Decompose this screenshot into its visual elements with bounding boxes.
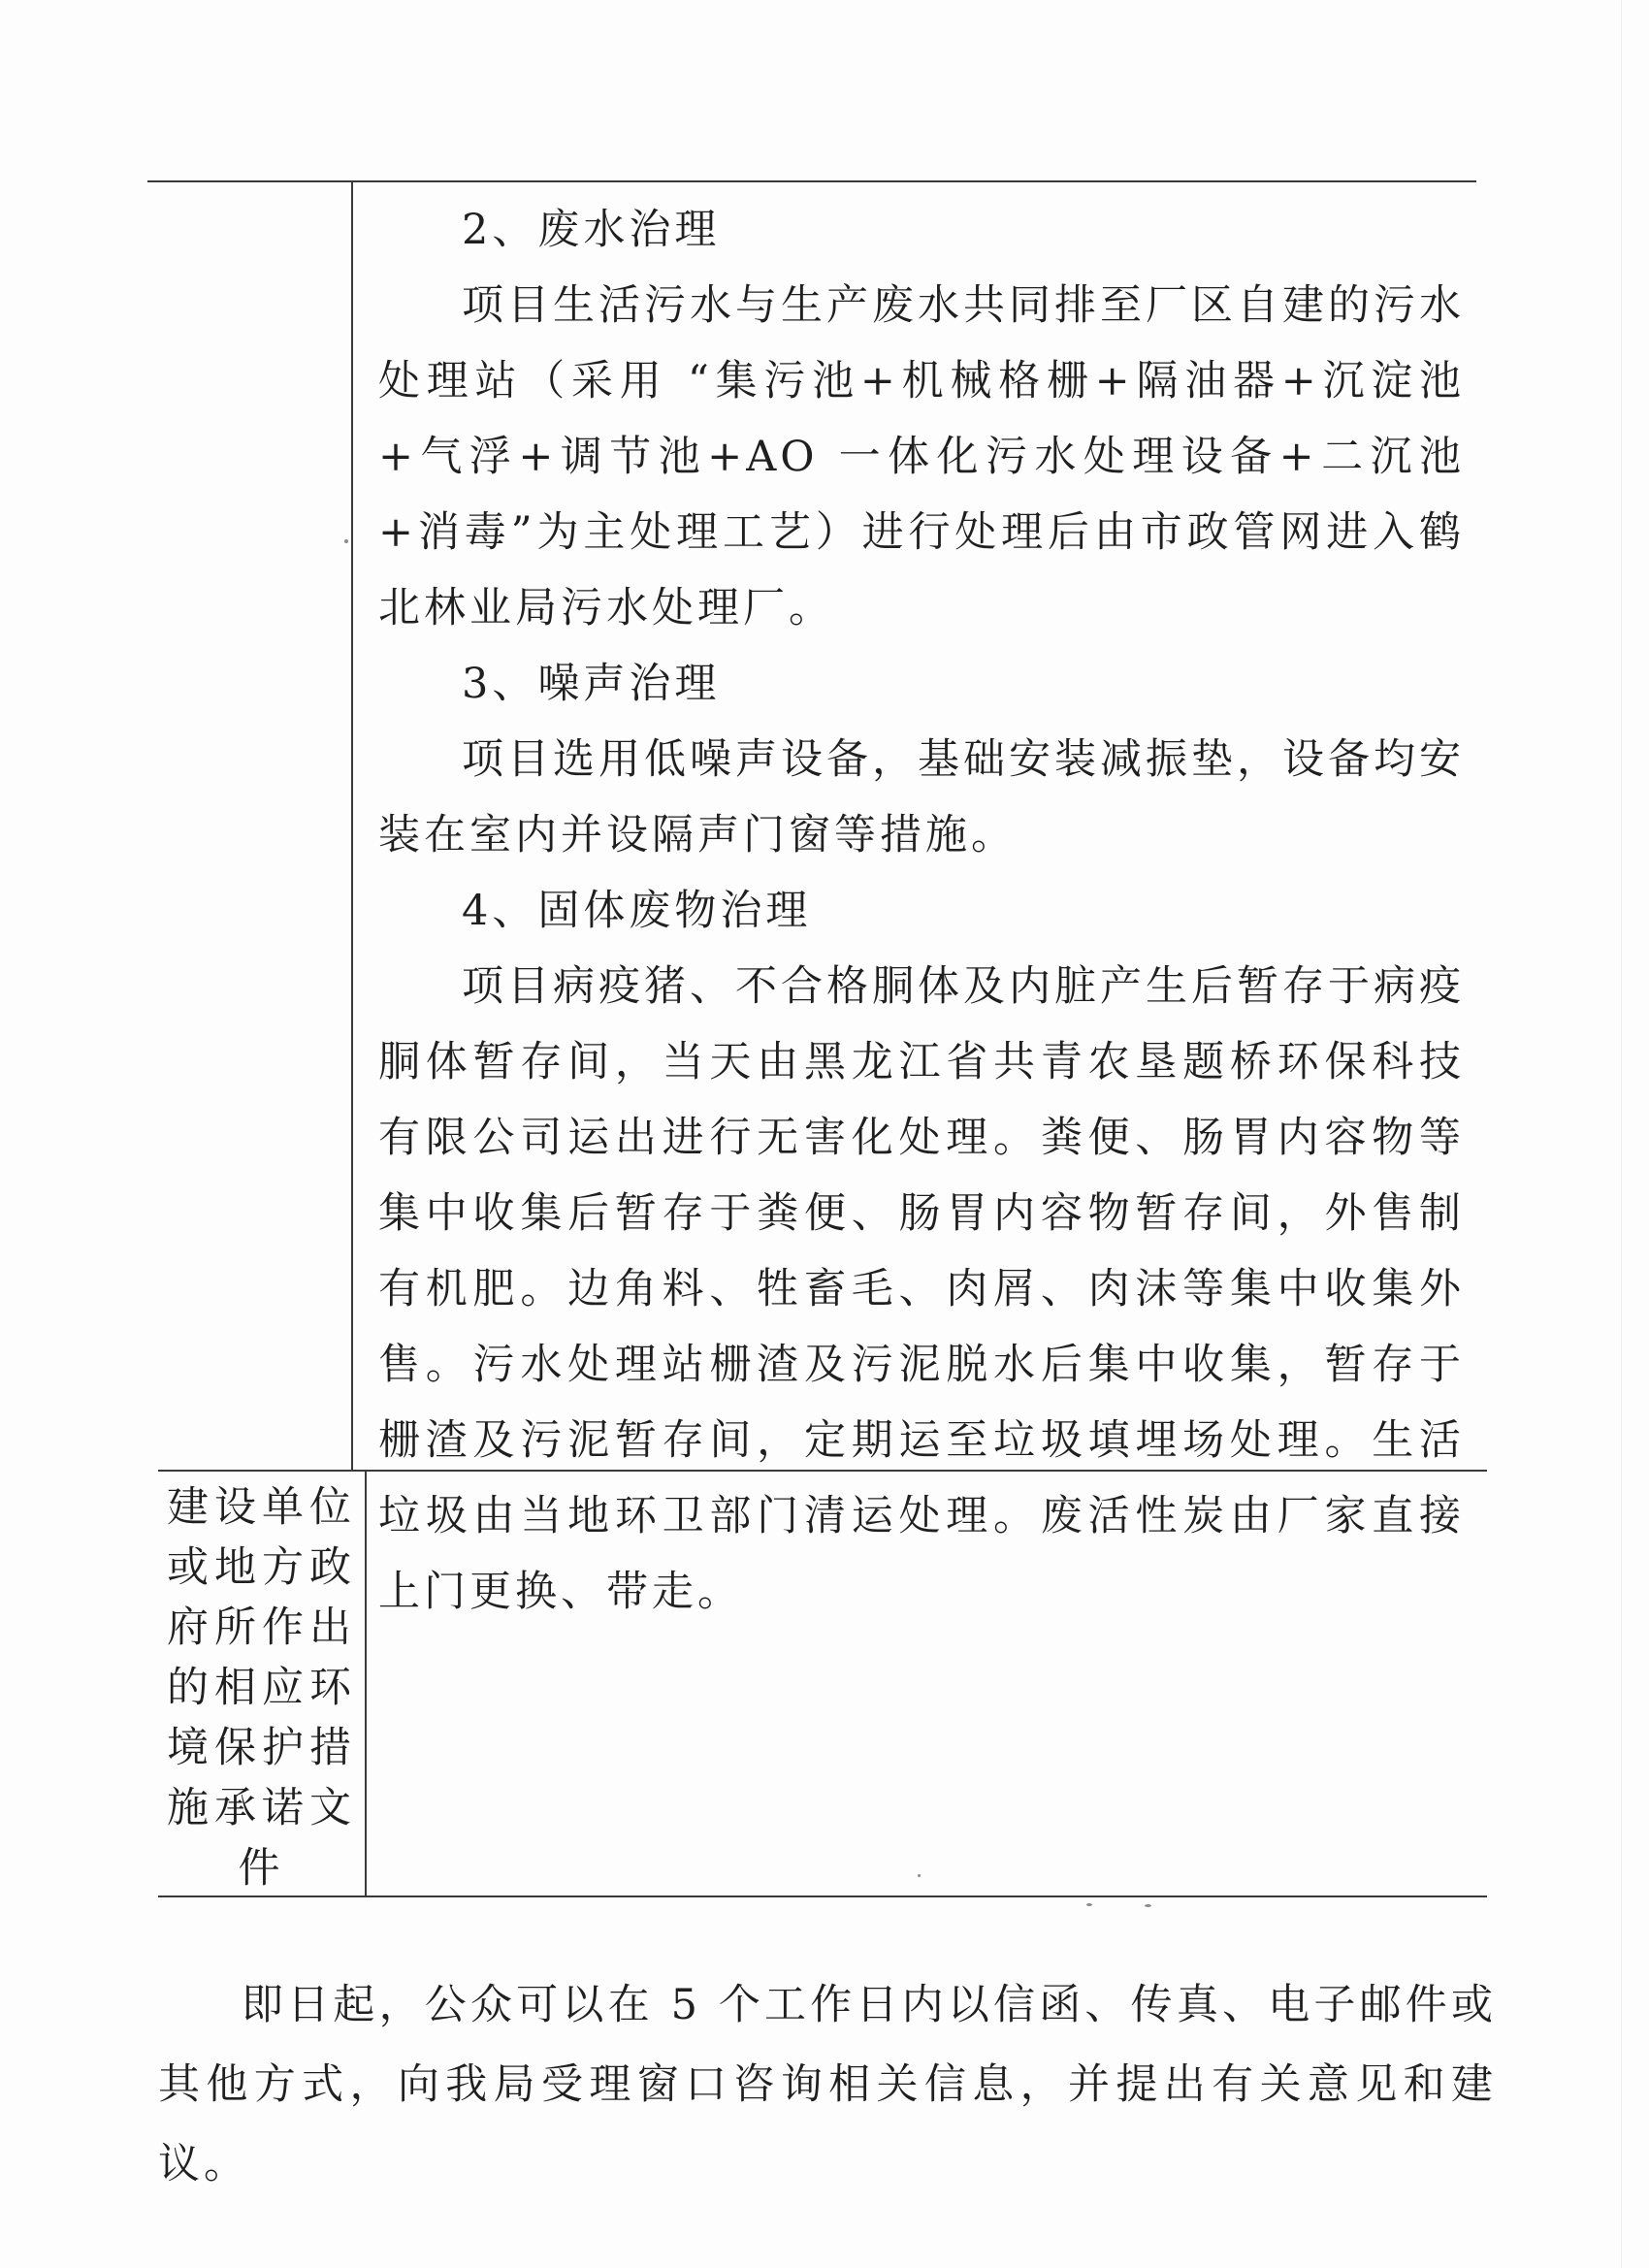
public-notice-paragraph: 即日起，公众可以在 5 个工作日内以信函、传真、电子邮件或其他方式，向我局受理窗口咨询相关信息，并提出有关意见和建议。: [158, 1981, 1497, 2188]
section-body-wastewater: 项目生活污水与生产废水共同排至厂区自建的污水处理站（采用 “集污池+机械格栅+隔油器+沉淀池+气浮+调节池+AO 一体化污水处理设备+二沉池+消毒”为主处理工艺）进行处理后由市政管网进入鹤北林业局污水处理厂。: [378, 281, 1465, 632]
section-body-solid-waste: 项目病疫猪、不合格胴体及内脏产生后暂存于病疫胴体暂存间，当天由黑龙江省共青农垦题桥环保科技有限公司运出进行无害化处理。粪便、肠胃内容物等集中收集后暂存于粪便、肠胃内容物暂存间，外售制有机肥。边角料、牲畜毛、肉屑、肉沫等集中收集外售。污水处理站栅渣及污泥脱水后集中收集，暂存于栅渣及污泥暂存间，定期运至垃圾填埋场处理。生活垃圾由当地环卫部门清运处理。废活性炭由厂家直接上门更换、带走。: [378, 962, 1465, 1616]
scan-edge-line: [1621, 0, 1622, 2268]
scan-speck: [1086, 1903, 1092, 1906]
section-heading-solid-waste: 4、固体废物治理: [462, 887, 812, 935]
scan-speck: [918, 1874, 921, 1877]
scan-speck: [344, 539, 348, 543]
section-heading-noise: 3、噪声治理: [462, 660, 721, 708]
section-body-noise: 项目选用低噪声设备，基础安装减振垫，设备均安装在室内并设隔声门窗等措施。: [378, 735, 1465, 859]
scan-speck: [1145, 1904, 1151, 1907]
section-heading-wastewater: 2、废水治理: [462, 206, 721, 254]
commitment-label-line: 建设单位: [167, 1483, 357, 1532]
commitment-label-line: 或地方政: [167, 1543, 357, 1592]
commitment-label-line: 府所作出: [167, 1604, 357, 1652]
commitment-label-line: 境保护措: [167, 1724, 357, 1772]
commitment-label-cell: [165, 1477, 359, 1898]
commitment-label-line: 施承诺文: [167, 1784, 357, 1832]
commitment-label-line: 的相应环: [167, 1664, 357, 1712]
table-top-rule: [147, 180, 1476, 182]
table-column-divider-lower: [365, 1470, 367, 1896]
measures-cell: [378, 192, 1465, 1630]
commitment-label-line: 件: [238, 1844, 286, 1893]
table-column-divider-upper: [351, 180, 353, 1471]
